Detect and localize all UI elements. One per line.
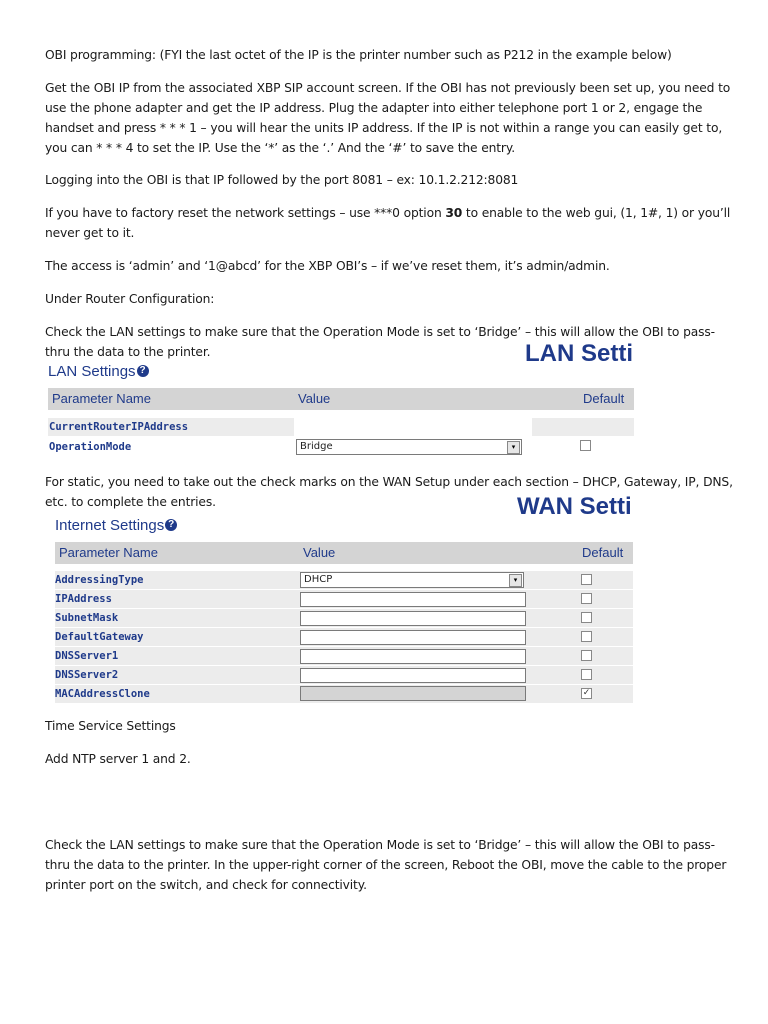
dns-server-2-default-checkbox[interactable]	[581, 669, 592, 680]
subnet-mask-default-checkbox[interactable]	[581, 612, 592, 623]
default-gateway-default-checkbox[interactable]	[581, 631, 592, 642]
doc-paragraph-access: The access is ‘admin’ and ‘1@abcd’ for the XBP OBI’s – if we’ve reset them, it’s admin/admin.	[45, 259, 610, 273]
wan-header-value: Value	[303, 545, 336, 560]
doc-paragraph-ntp: Add NTP server 1 and 2.	[45, 752, 191, 766]
reset-text-pre: If you have to factory reset the network settings – use ***0 option	[45, 206, 446, 220]
mac-address-clone-input	[300, 686, 526, 701]
subnet-mask-input[interactable]	[300, 611, 526, 626]
wan-table-header	[55, 542, 633, 564]
chevron-down-icon: ▾	[509, 574, 522, 587]
chevron-down-icon: ▾	[507, 441, 520, 454]
operation-mode-default-checkbox[interactable]	[580, 440, 591, 451]
reset-option-number: 30	[445, 206, 463, 220]
addressing-type-select[interactable]: DHCP ▾	[300, 572, 524, 588]
internet-settings-title: Internet Settings ?	[55, 517, 177, 534]
dns-server-1-input[interactable]	[300, 649, 526, 664]
default-gateway-input[interactable]	[300, 630, 526, 645]
check-icon: ✓	[582, 688, 591, 698]
lan-banner-clipped: LAN Setti	[525, 340, 633, 367]
doc-paragraph-lan-check: Check the LAN settings to make sure that the Operation Mode is set to ‘Bridge’ – this will allow the OBI to pass-thru the data to the printer.	[45, 325, 715, 359]
doc-paragraph-time-service: Time Service Settings	[45, 719, 176, 733]
lan-settings-title: LAN Settings ?	[48, 363, 149, 380]
dns-server-1-default-checkbox[interactable]	[581, 650, 592, 661]
doc-paragraph-ip-setup: Get the OBI IP from the associated XBP SIP account screen. If the OBI has not previously been set up, you need to use the phone adapter and get the IP address. Plug the adapter into either telephone port 1 or 2, engage the handset and press * * * 1 – you will hear the units IP address. If the IP is not within a range you can easily get to, you can * * * 4 to set the IP. Use the ‘*’ as the ‘.’ And the ‘#’ to save the entry.	[45, 81, 731, 155]
doc-heading: OBI programming: (FYI the last octet of the IP is the printer number such as P212 in the example below)	[45, 48, 672, 62]
ip-address-default-checkbox[interactable]	[581, 593, 592, 604]
help-icon[interactable]: ?	[137, 365, 149, 377]
ip-address-input[interactable]	[300, 592, 526, 607]
wan-banner-clipped: WAN Setti	[517, 493, 632, 520]
doc-paragraph-router-config: Under Router Configuration:	[45, 292, 215, 306]
lan-header-parameter: Parameter Name	[52, 391, 151, 406]
reset-text-post: to enable to the web gui, (1, 1#, 1) or you’ll never get to it.	[45, 206, 731, 240]
wan-header-default: Default	[582, 545, 624, 560]
dns-server-2-input[interactable]	[300, 668, 526, 683]
doc-paragraph-login: Logging into the OBI is that IP followed by the port 8081 – ex: 10.1.2.212:8081	[45, 173, 519, 187]
wan-header-parameter: Parameter Name	[59, 545, 158, 560]
lan-table-header	[48, 388, 634, 410]
lan-header-value: Value	[298, 391, 331, 406]
doc-paragraph-reboot: Check the LAN settings to make sure that the Operation Mode is set to ‘Bridge’ – this will allow the OBI to pass-thru the data to the printer. In the upper-right corner of the screen, Reboot the OBI, move the cable to the proper printer port on the switch, and check for connectivity.	[45, 838, 727, 892]
mac-address-clone-default-checkbox[interactable]	[581, 688, 592, 699]
help-icon[interactable]: ?	[165, 519, 177, 531]
doc-paragraph-static: For static, you need to take out the check marks on the WAN Setup under each section – DHCP, Gateway, IP, DNS, etc. to complete the entries.	[45, 475, 733, 509]
doc-paragraph-factory-reset	[45, 203, 735, 243]
lan-row-1-value-cell	[294, 418, 532, 436]
operation-mode-select[interactable]: Bridge ▾	[296, 439, 522, 455]
lan-header-default: Default	[583, 391, 625, 406]
addressing-type-default-checkbox[interactable]	[581, 574, 592, 585]
